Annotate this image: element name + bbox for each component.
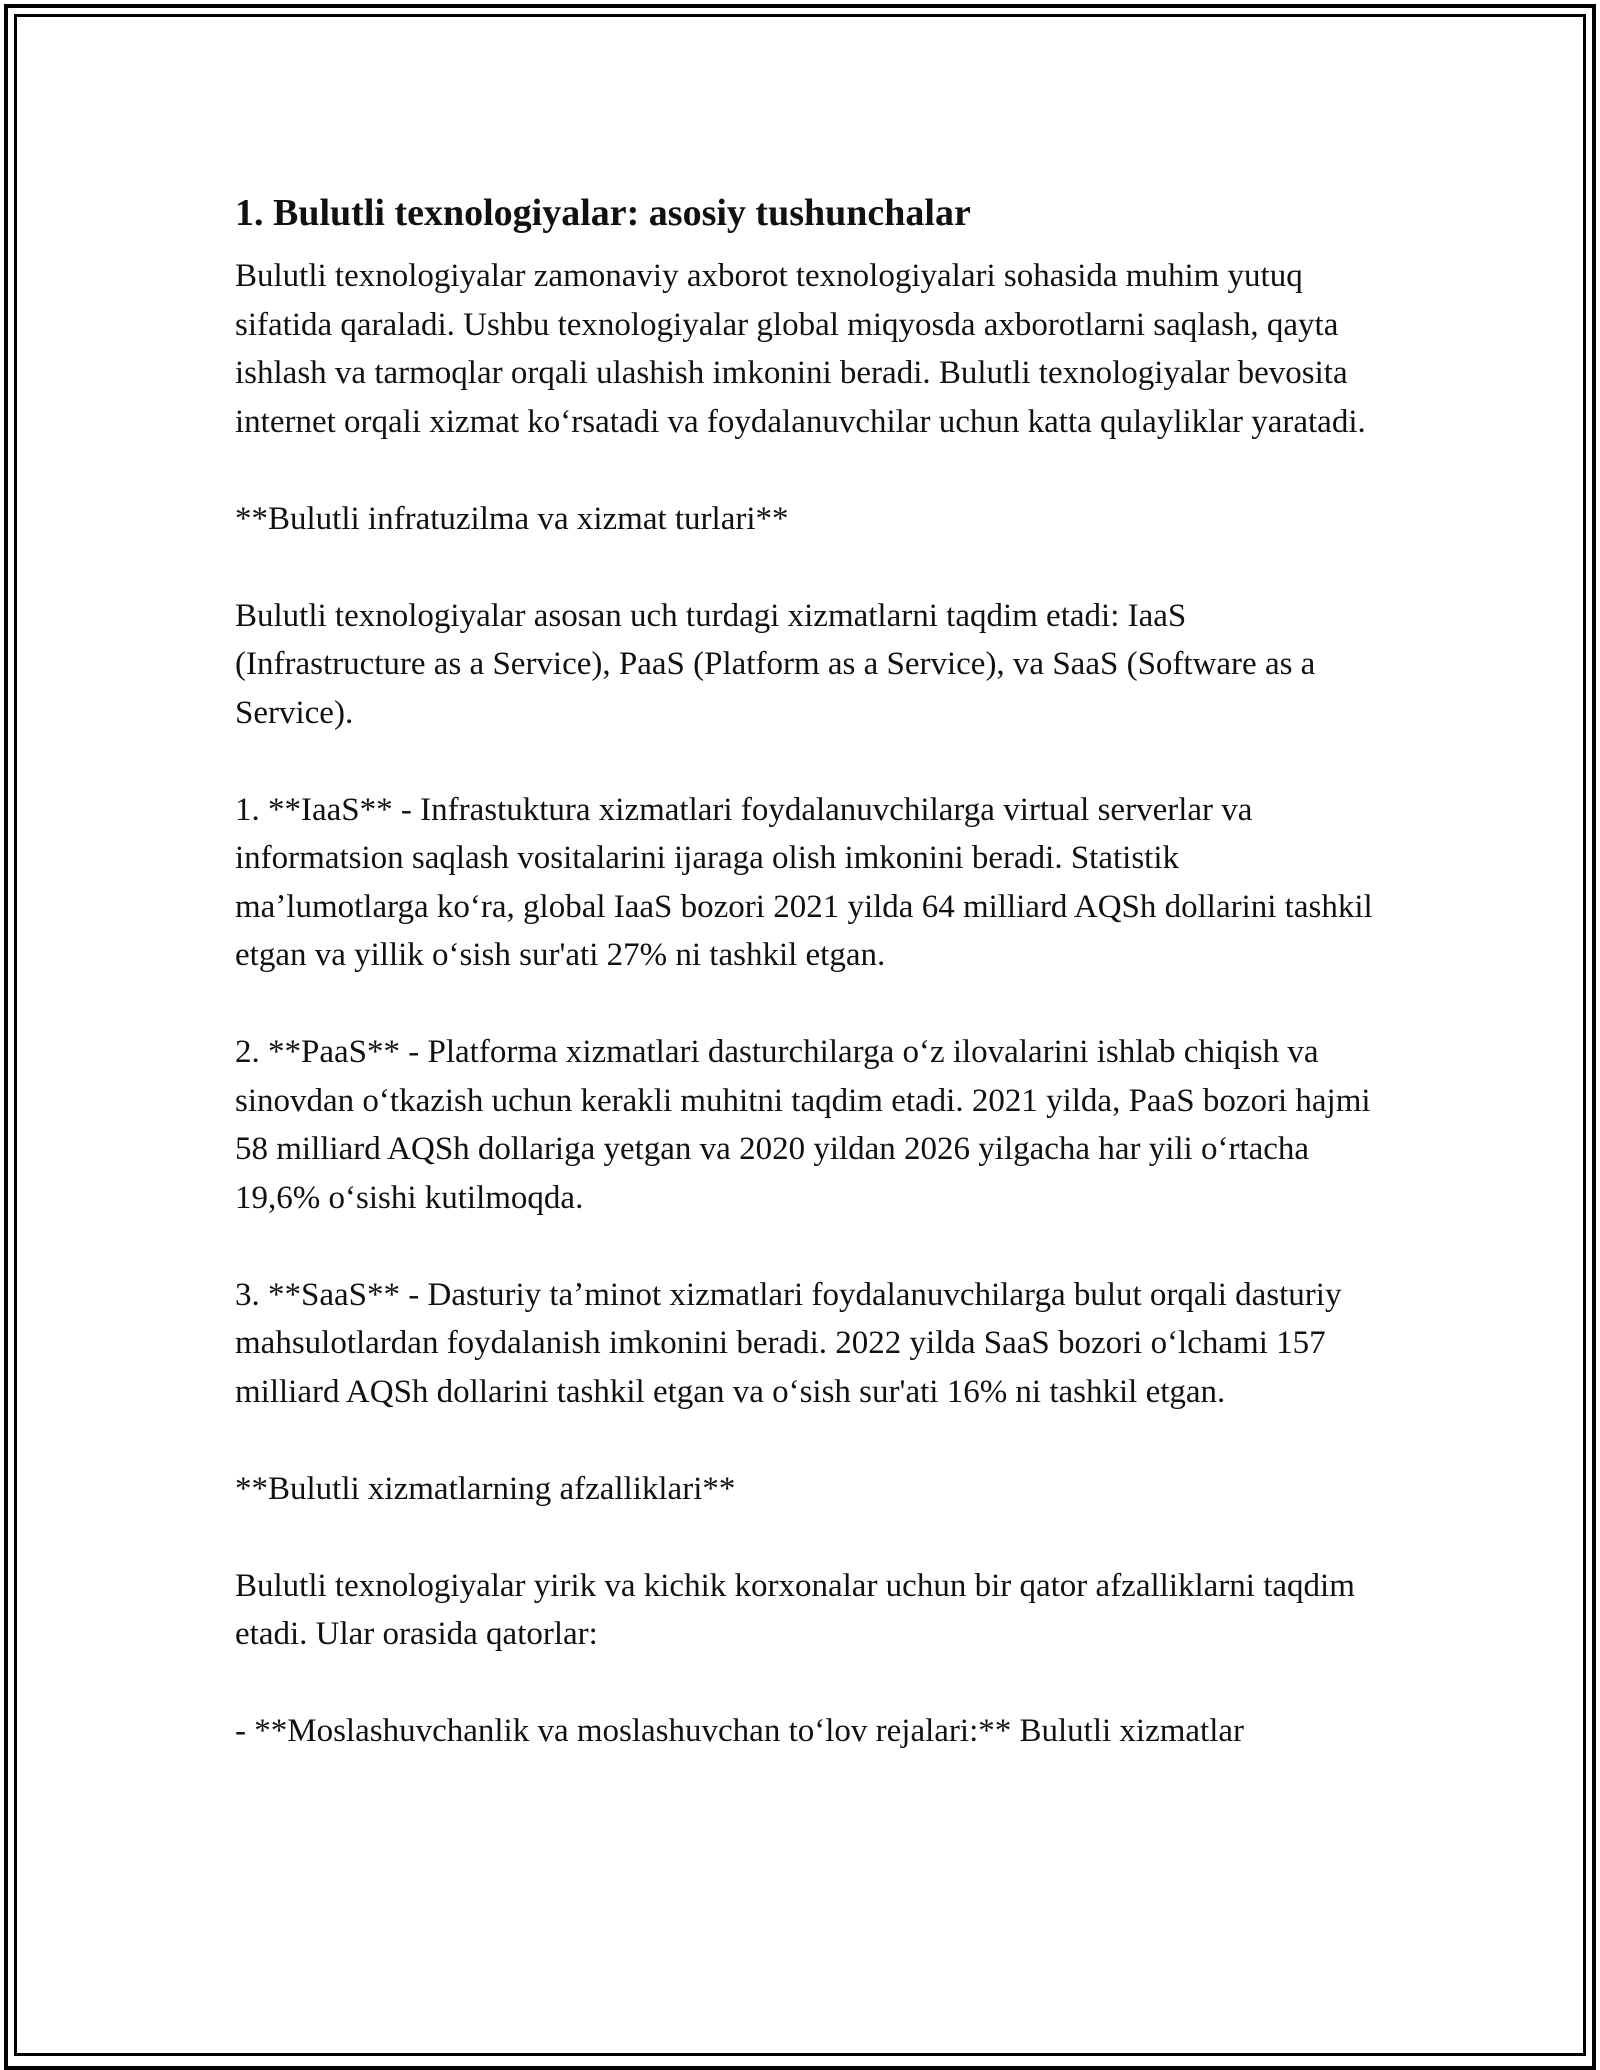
spacer xyxy=(235,1416,1375,1465)
spacer xyxy=(235,1222,1375,1271)
spacer xyxy=(235,240,1375,252)
document-body xyxy=(235,186,1375,1756)
service-types-paragraph: Bulutli texnologiyalar asosan uch turdagi xizmatlarni taqdim etadi: IaaS (Infrastructure as a Service), PaaS (Platform as a Service), va SaaS (Software as a Service). xyxy=(235,597,1316,731)
subheading-infrastructure: **Bulutli infratuzilma va xizmat turlari** xyxy=(235,500,789,537)
spacer xyxy=(235,1659,1375,1708)
advantages-paragraph: Bulutli texnologiyalar yirik va kichik korxonalar uchun bir qator afzalliklarni taqdim etadi. Ular orasida qatorlar: xyxy=(235,1567,1355,1652)
spacer xyxy=(235,980,1375,1029)
iaas-paragraph: 1. **IaaS** - Infrastuktura xizmatlari foydalanuvchilarga virtual serverlar va informatsion saqlash vositalarini ijaraga olish imkonini beradi. Statistik maʼlumotlarga koʻra, global IaaS bozori 2021 yilda 64 milliard AQSh dollarini tashkil etgan va yillik oʻsish sur'ati 27% ni tashkil etgan. xyxy=(235,791,1373,973)
spacer xyxy=(235,737,1375,786)
spacer xyxy=(235,446,1375,495)
paas-paragraph: 2. **PaaS** - Platforma xizmatlari dasturchilarga oʻz ilovalarini ishlab chiqish va sinovdan oʻtkazish uchun kerakli muhitni taqdim etadi. 2021 yilda, PaaS bozori hajmi 58 milliard AQSh dollariga yetgan va 2020 yildan 2026 yilgacha har yili oʻrtacha 19,6% oʻsishi kutilmoqda. xyxy=(235,1034,1371,1216)
saas-paragraph: 3. **SaaS** - Dasturiy taʼminot xizmatlari foydalanuvchilarga bulut orqali dasturiy mahsulotlardan foydalanish imkonini beradi. 2022 yilda SaaS bozori oʻlchami 157 milliard AQSh dollarini tashkil etgan va oʻsish sur'ati 16% ni tashkil etgan. xyxy=(235,1276,1342,1410)
list-item-flexibility: - **Moslashuvchanlik va moslashuvchan toʻlov rejalari:** Bulutli xizmatlar xyxy=(235,1713,1245,1749)
spacer xyxy=(235,1513,1375,1562)
spacer xyxy=(235,543,1375,592)
section-heading: 1. Bulutli texnologiyalar: asosiy tushunchalar xyxy=(235,192,971,234)
intro-paragraph: Bulutli texnologiyalar zamonaviy axborot texnologiyalari sohasida muhim yutuq sifatida qaraladi. Ushbu texnologiyalar global miqyosda axborotlarni saqlash, qayta ishlash va tarmoqlar orqali ulashish imkonini beradi. Bulutli texnologiyalar bevosita internet orqali xizmat koʻrsatadi va foydalanuvchilar uchun katta qulayliklar yaratadi. xyxy=(235,258,1366,440)
subheading-advantages: **Bulutli xizmatlarning afzalliklari** xyxy=(235,1470,736,1507)
